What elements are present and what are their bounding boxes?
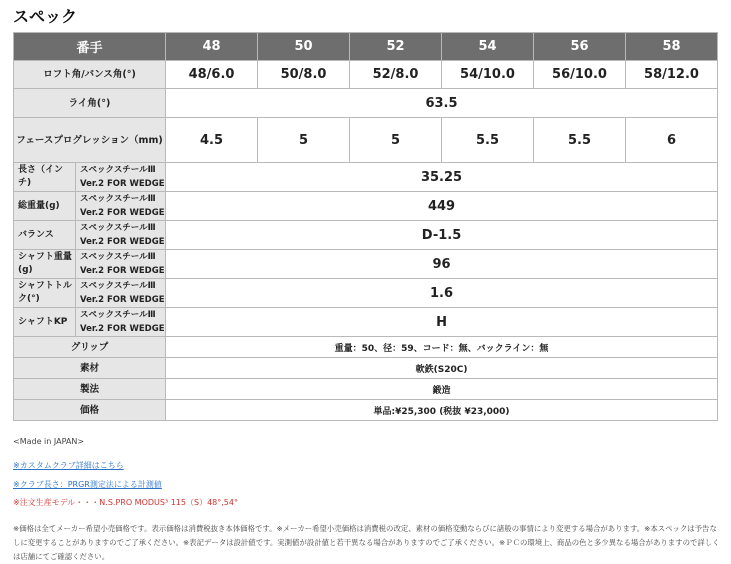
shaft-name xyxy=(76,163,166,192)
shaft-line: Ver.2 FOR WEDGE xyxy=(80,324,165,334)
row-label: 価格 xyxy=(14,400,166,421)
lie-row xyxy=(14,89,718,118)
grip-row xyxy=(14,337,718,358)
cell-value: D-1.5 xyxy=(166,221,718,250)
cell-value: 50/8.0 xyxy=(258,61,350,89)
face-row xyxy=(14,118,718,163)
header-col: 52 xyxy=(350,33,442,61)
cell-value: 63.5 xyxy=(166,89,718,118)
header-label: 番手 xyxy=(14,33,166,61)
shaft-row xyxy=(14,279,718,308)
cell-value: 5.5 xyxy=(534,118,626,163)
row-label: バランス xyxy=(14,221,76,250)
material-row xyxy=(14,358,718,379)
shaft-name xyxy=(76,279,166,308)
cell-value: 54/10.0 xyxy=(442,61,534,89)
row-label: シャフトKP xyxy=(14,308,76,337)
footnote: ※価格は全てメーカー希望小売価格です。表示価格は消費税抜き本体価格です。※メーカー希望小売価格は消費税の改定、素材の価格変動ならびに諸般の事情により変更する場合があります。※本スペックは予告なしに変更することがありますのでご了承ください。※表記データは設計値です。実測値が設計値と若干異なる場合がありますのでご了承ください。※ＰＣの環境上、商品の色と多少異なる場合がありますので詳しくは店舗にてご確認ください。 xyxy=(13,524,720,561)
shaft-line: Ver.2 FOR WEDGE xyxy=(80,179,165,189)
shaft-line: スペックスチールⅢ xyxy=(80,310,156,320)
shaft-line: スペックスチールⅢ xyxy=(80,194,156,204)
cell-value: 6 xyxy=(626,118,718,163)
shaft-name xyxy=(76,250,166,279)
row-label: 製法 xyxy=(14,379,166,400)
header-col: 56 xyxy=(534,33,626,61)
cell-value: 56/10.0 xyxy=(534,61,626,89)
row-label: 総重量(g) xyxy=(14,192,76,221)
cell-value: 35.25 xyxy=(166,163,718,192)
cell-value: 鍛造 xyxy=(166,379,718,400)
row-label: シャフトトルク(°) xyxy=(14,279,76,308)
cell-value: 単品:¥25,300 (税抜 ¥23,000) xyxy=(166,400,718,421)
shaft-line: Ver.2 FOR WEDGE xyxy=(80,295,165,305)
cell-value: 58/12.0 xyxy=(626,61,718,89)
cell-value: 5.5 xyxy=(442,118,534,163)
page-title: スペック xyxy=(13,7,78,26)
shaft-row xyxy=(14,308,718,337)
cell-value: 軟鉄(S20C) xyxy=(166,358,718,379)
shaft-row xyxy=(14,163,718,192)
cell-value: 48/6.0 xyxy=(166,61,258,89)
header-row xyxy=(14,33,718,61)
row-label: 素材 xyxy=(14,358,166,379)
shaft-line: スペックスチールⅢ xyxy=(80,252,156,262)
header-col: 50 xyxy=(258,33,350,61)
header-col: 48 xyxy=(166,33,258,61)
club-length-link[interactable]: ※クラブ長さ：PRGR測定法による計測値 xyxy=(13,480,162,489)
shaft-line: Ver.2 FOR WEDGE xyxy=(80,266,165,276)
cell-value: 1.6 xyxy=(166,279,718,308)
row-label: フェースプログレッション（mm) xyxy=(14,118,166,163)
cell-value: H xyxy=(166,308,718,337)
shaft-name xyxy=(76,308,166,337)
row-label: シャフト重量(g) xyxy=(14,250,76,279)
shaft-row xyxy=(14,192,718,221)
shaft-name xyxy=(76,221,166,250)
header-col: 58 xyxy=(626,33,718,61)
cell-value: 96 xyxy=(166,250,718,279)
cell-value: 449 xyxy=(166,192,718,221)
shaft-name xyxy=(76,192,166,221)
shaft-row xyxy=(14,250,718,279)
price-row xyxy=(14,400,718,421)
method-row xyxy=(14,379,718,400)
cell-value: 52/8.0 xyxy=(350,61,442,89)
shaft-line: スペックスチールⅢ xyxy=(80,281,156,291)
made-in-note: <Made in JAPAN> xyxy=(13,437,85,446)
custom-club-link[interactable]: ※カスタムクラブ詳細はこちら xyxy=(13,461,124,470)
cell-value: 5 xyxy=(258,118,350,163)
row-label: グリップ xyxy=(14,337,166,358)
row-label: ロフト角/バンス角(°) xyxy=(14,61,166,89)
shaft-line: Ver.2 FOR WEDGE xyxy=(80,208,165,218)
row-label: ライ角(°) xyxy=(14,89,166,118)
cell-value: 5 xyxy=(350,118,442,163)
cell-value: 4.5 xyxy=(166,118,258,163)
spec-table xyxy=(13,32,718,421)
shaft-line: スペックスチールⅢ xyxy=(80,165,156,175)
cell-value: 重量：50、径：59、コード：無、バックライン：無 xyxy=(166,337,718,358)
row-label: 長さ（インチ) xyxy=(14,163,76,192)
shaft-line: スペックスチールⅢ xyxy=(80,223,156,233)
loft-row xyxy=(14,61,718,89)
header-col: 54 xyxy=(442,33,534,61)
order-note: ※注文生産モデル・・・N.S.PRO MODUS³ 115（S）48°,54° xyxy=(13,498,238,507)
shaft-line: Ver.2 FOR WEDGE xyxy=(80,237,165,247)
shaft-row xyxy=(14,221,718,250)
